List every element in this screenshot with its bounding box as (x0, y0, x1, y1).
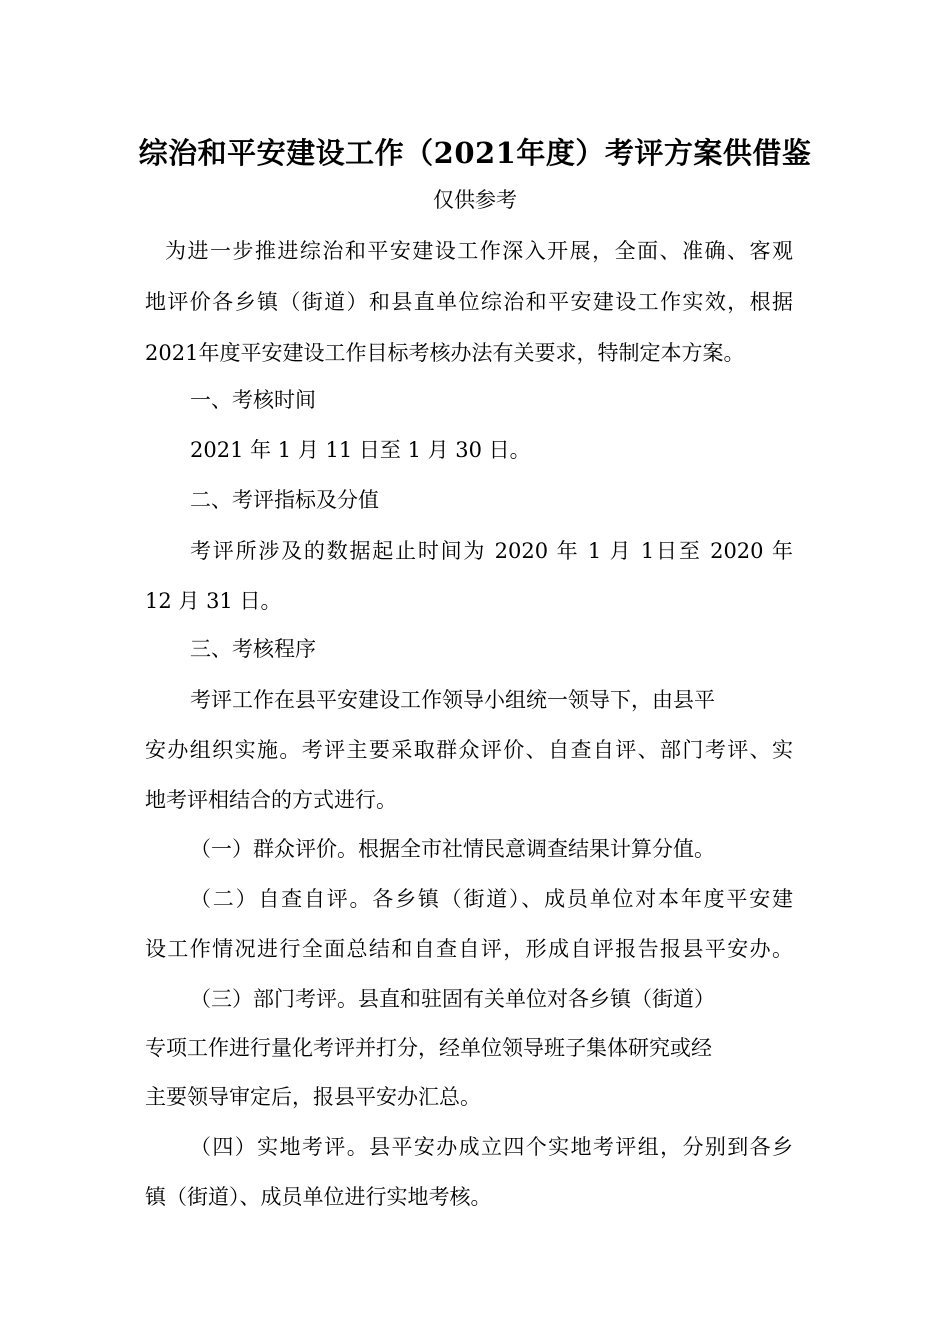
paragraph-line: 12 月 31 日。 (145, 589, 282, 613)
paragraph-line: 考评工作在县平安建设工作领导小组统一领导下，由县平 (190, 688, 715, 712)
document-title: 综治和平安建设工作（2021年度）考评方案供借鉴 (138, 136, 812, 170)
paragraph-line: 安办组织实施。考评主要采取群众评价、自查自评、部门考评、实 (145, 738, 793, 762)
section-heading: 一、考核时间 (190, 388, 316, 412)
paragraph-line: 专项工作进行量化考评并打分，经单位领导班子集体研究或经 (145, 1036, 712, 1060)
paragraph-line: 2021年度平安建设工作目标考核办法有关要求，特制定本方案。 (145, 341, 745, 365)
paragraph-line: 地考评相结合的方式进行。 (145, 788, 397, 812)
document-subtitle: 仅供参考 (433, 188, 517, 212)
paragraph-line: （三）部门考评。县直和驻固有关单位对各乡镇（街道） (190, 987, 715, 1011)
paragraph-line: （二）自查自评。各乡镇（街道）、成员单位对本年度平安建 (190, 887, 793, 911)
paragraph-line: 主要领导审定后，报县平安办汇总。 (145, 1085, 481, 1109)
paragraph-line: 2021 年 1 月 11 日至 1 月 30 日。 (190, 438, 531, 462)
paragraph-line: 考评所涉及的数据起止时间为 2020 年 1 月 1日至 2020 年 (190, 539, 793, 563)
paragraph-line: 为进一步推进综治和平安建设工作深入开展，全面、准确、客观 (165, 239, 793, 263)
section-heading: 二、考评指标及分值 (190, 488, 379, 512)
paragraph-line: 镇（街道）、成员单位进行实地考核。 (145, 1185, 492, 1209)
section-heading: 三、考核程序 (190, 637, 316, 661)
paragraph-line: 地评价各乡镇（街道）和县直单位综治和平安建设工作实效，根据 (145, 290, 793, 314)
paragraph-line: 设工作情况进行全面总结和自查自评，形成自评报告报县平安办。 (145, 937, 793, 961)
paragraph-line: （四）实地考评。县平安办成立四个实地考评组，分别到各乡 (190, 1135, 793, 1159)
paragraph-line: （一）群众评价。根据全市社情民意调查结果计算分值。 (190, 837, 715, 861)
